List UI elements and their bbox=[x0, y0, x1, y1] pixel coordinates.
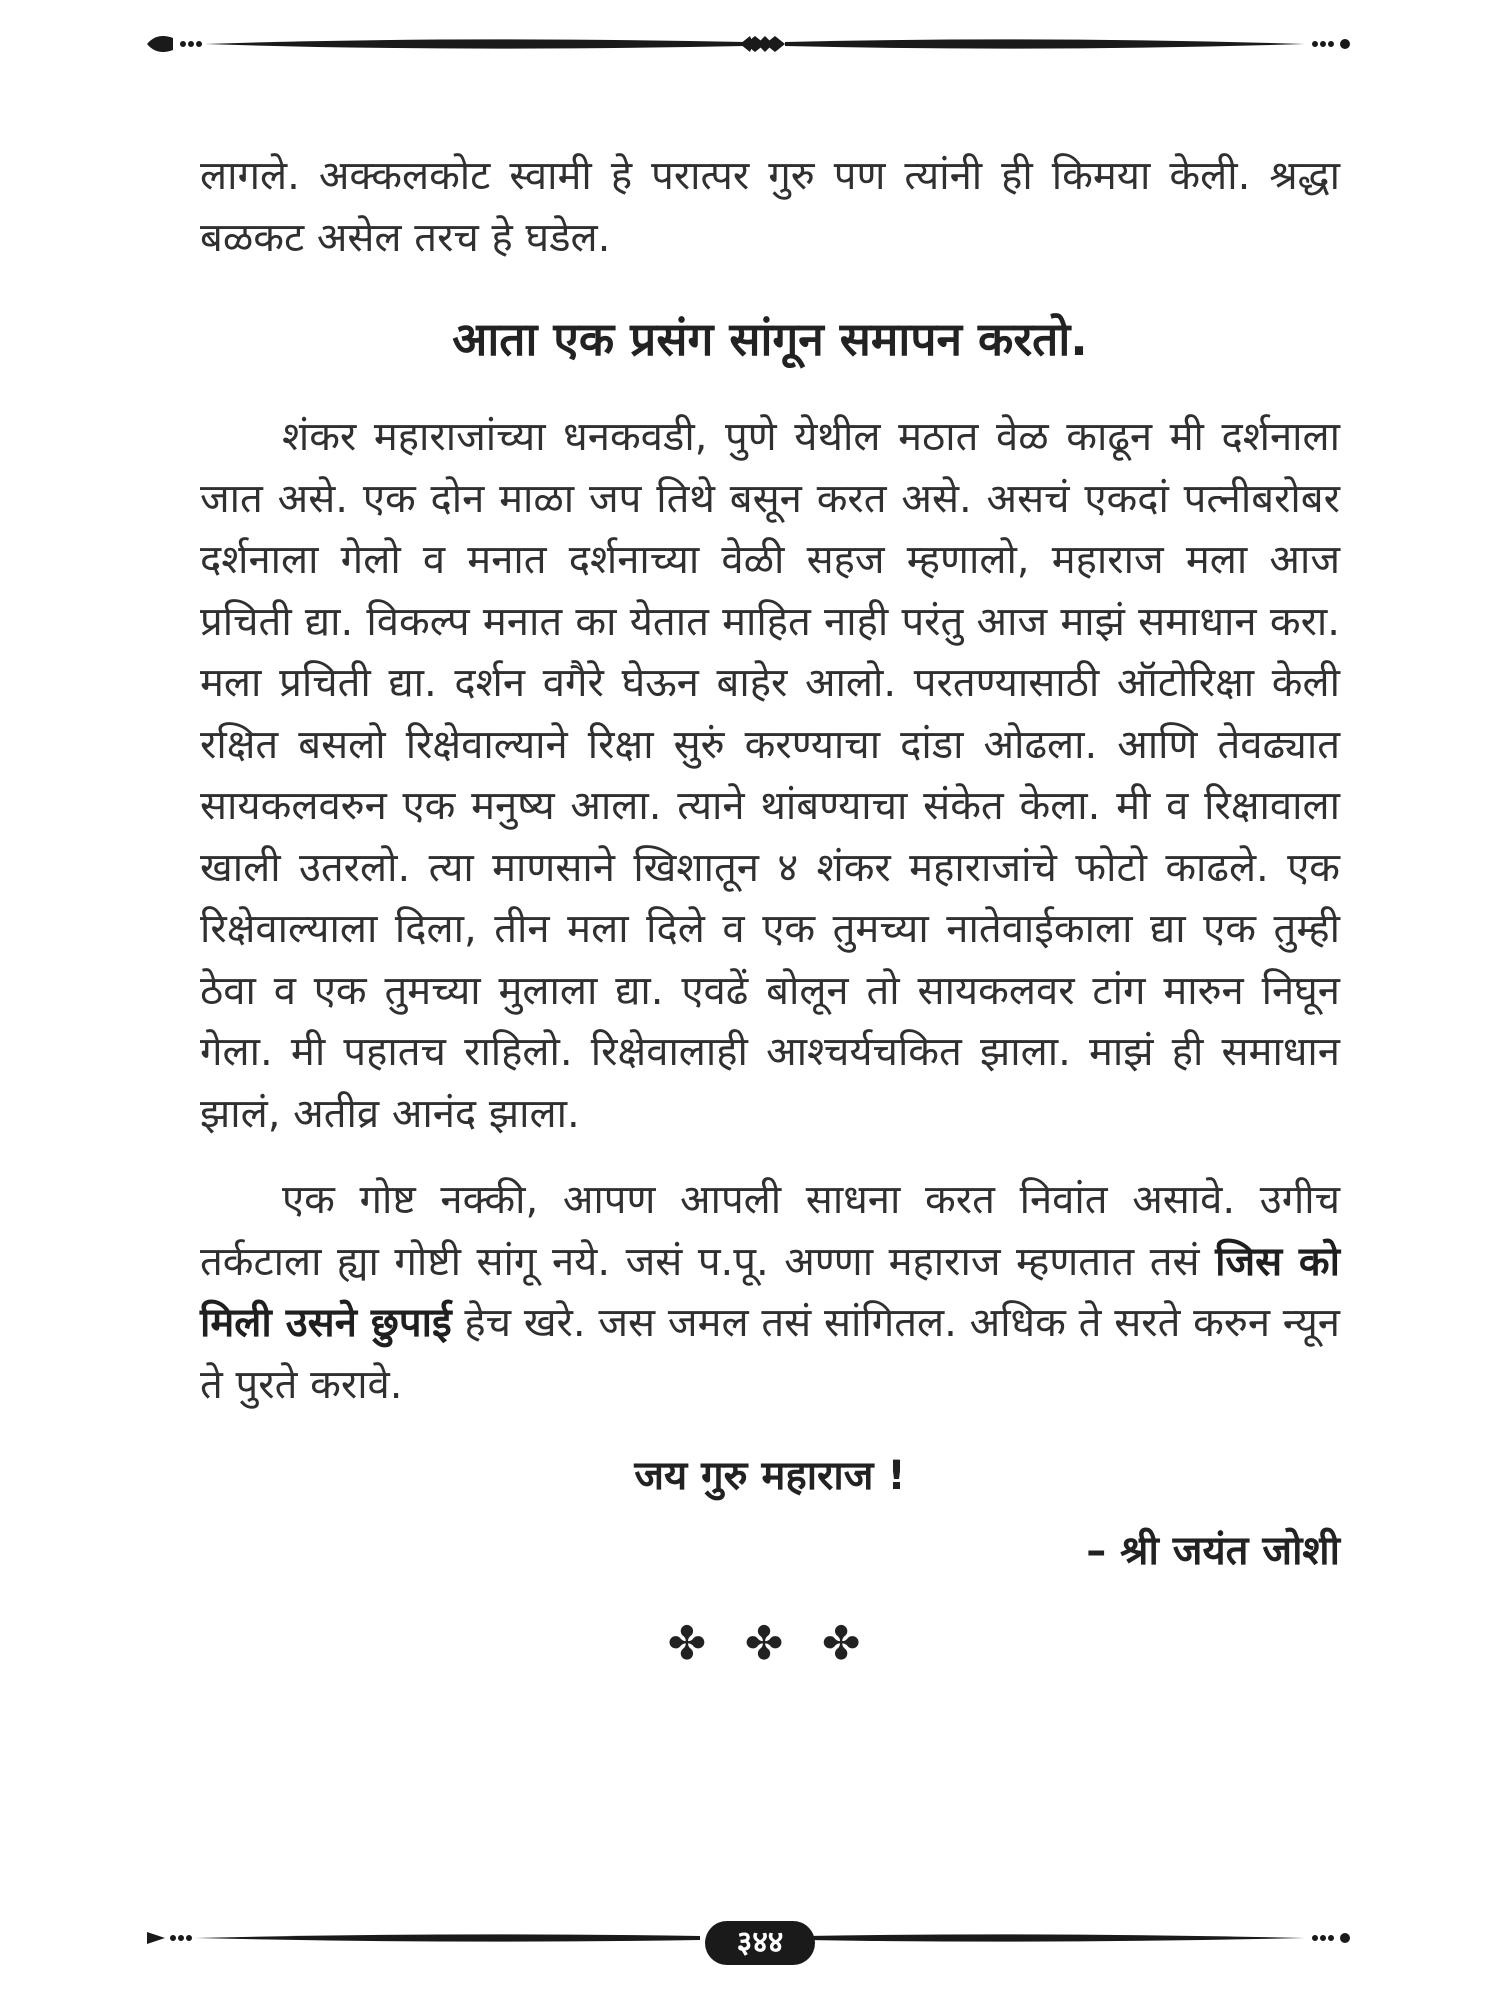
closing-paragraph bbox=[200, 1170, 1340, 1416]
flower-ornament-icon: ✤ ✤ ✤ bbox=[667, 1616, 873, 1670]
closing-bold-phrase: जिस को मिली उसने छुपाई bbox=[200, 1238, 1340, 1346]
page-number: ३४४ bbox=[705, 1921, 815, 1965]
salutation: जय गुरु महाराज ! bbox=[634, 1453, 906, 1499]
intro-paragraph: लागले. अक्कलकोट स्वामी हे परात्पर गुरु पण त्यांनी ही किमया केली. श्रद्धा बळकट असेल तरच हे घडेल. bbox=[200, 153, 1340, 261]
page-content bbox=[200, 146, 1340, 1668]
section-heading: आता एक प्रसंग सांगून समापन करतो. bbox=[452, 312, 1088, 366]
story-paragraph: शंकर महाराजांच्या धनकवडी, पुणे येथील मठात वेळ काढून मी दर्शनाला जात असे. एक दोन माळा जप तिथे बसून करत असे. असचं एकदां पत्नीबरोबर दर्शनाला गेलो व मनात दर्शनाच्या वेळी सहज म्हणालो, महाराज मला आज प्रचिती द्या. विकल्प मनात का येतात माहित नाही परंतु आज माझं समाधान करा. मला प्रचिती द्या. दर्शन वगैरे घेऊन बाहेर आलो. परतण्यासाठी ऑटोरिक्षा केली रक्षित बसलो रिक्षेवाल्याने रिक्षा सुरुं करण्याचा दांडा ओढला. आणि तेवढ्यात सायकलवरुन एक मनुष्य आला. त्याने थांबण्याचा संकेत केला. मी व रिक्षावाला खाली उतरलो. त्या माणसाने खिशातून ४ शंकर महाराजांचे फोटो काढले. एक रिक्षेवाल्याला दिला, तीन मला दिले व एक तुमच्या नातेवाईकाला द्या एक तुम्ही ठेवा व एक तुमच्या मुलाला द्या. एवढें बोलून तो सायकलवर टांग मारुन निघून गेला. मी पहातच राहिलो. रिक्षेवालाही आश्चर्यचकित झाला. माझं ही समाधान झालं, अतीव्र आनंद झाला. bbox=[200, 414, 1340, 1137]
author-signature: – श्री जयंत जोशी bbox=[1086, 1528, 1340, 1574]
closing-text-before: एक गोष्ट नक्की, आपण आपली साधना करत निवांत असावे. उगीच तर्कटाला ह्या गोष्टी सांगू नये. जसं प.पू. अण्णा महाराज म्हणतात तसं bbox=[200, 1177, 1340, 1285]
top-border-ornament-icon bbox=[145, 14, 1360, 74]
closing-text-after: हेच खरे. जस जमल तसं सांगितल. अधिक ते सरते करुन न्यून ते पुरते करावे. bbox=[200, 1300, 1340, 1408]
